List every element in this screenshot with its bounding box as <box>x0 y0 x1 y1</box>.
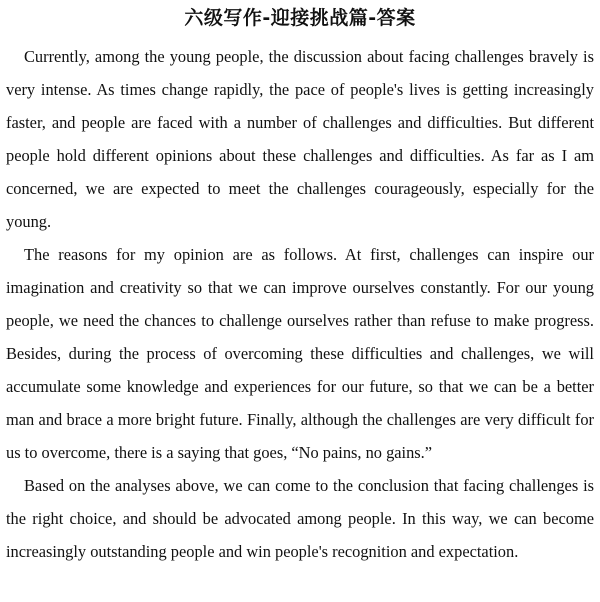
document-title: 六级写作-迎接挑战篇-答案 <box>184 7 416 29</box>
paragraph-2: The reasons for my opinion are as follows. At first, challenges can inspire our imagination and creativity so that we can improve ourselves constantly. For our young people, we need the chances to challenge ourselves rather than refuse to make progress. Besides, during the process of overcoming these difficulties and challenges, we will accumulate some knowledge and experiences for our future, so that we can be a better man and brace a more bright future. Finally, although the challenges are very difficult for us to overcome, there is a saying that goes, “No pains, no gains.” <box>6 245 594 462</box>
paragraph-3: Based on the analyses above, we can come to the conclusion that facing challenges is the right choice, and should be advocated among people. In this way, we can become increasingly outstanding people and win people's recognition and expectation. <box>6 476 594 561</box>
paragraph-1: Currently, among the young people, the discussion about facing challenges bravely is very intense. As times change rapidly, the pace of people's lives is getting increasingly faster, and people are faced with a number of challenges and difficulties. But different people hold different opinions about these challenges and difficulties. As far as I am concerned, we are expected to meet the challenges courageously, especially for the young. <box>6 47 594 231</box>
